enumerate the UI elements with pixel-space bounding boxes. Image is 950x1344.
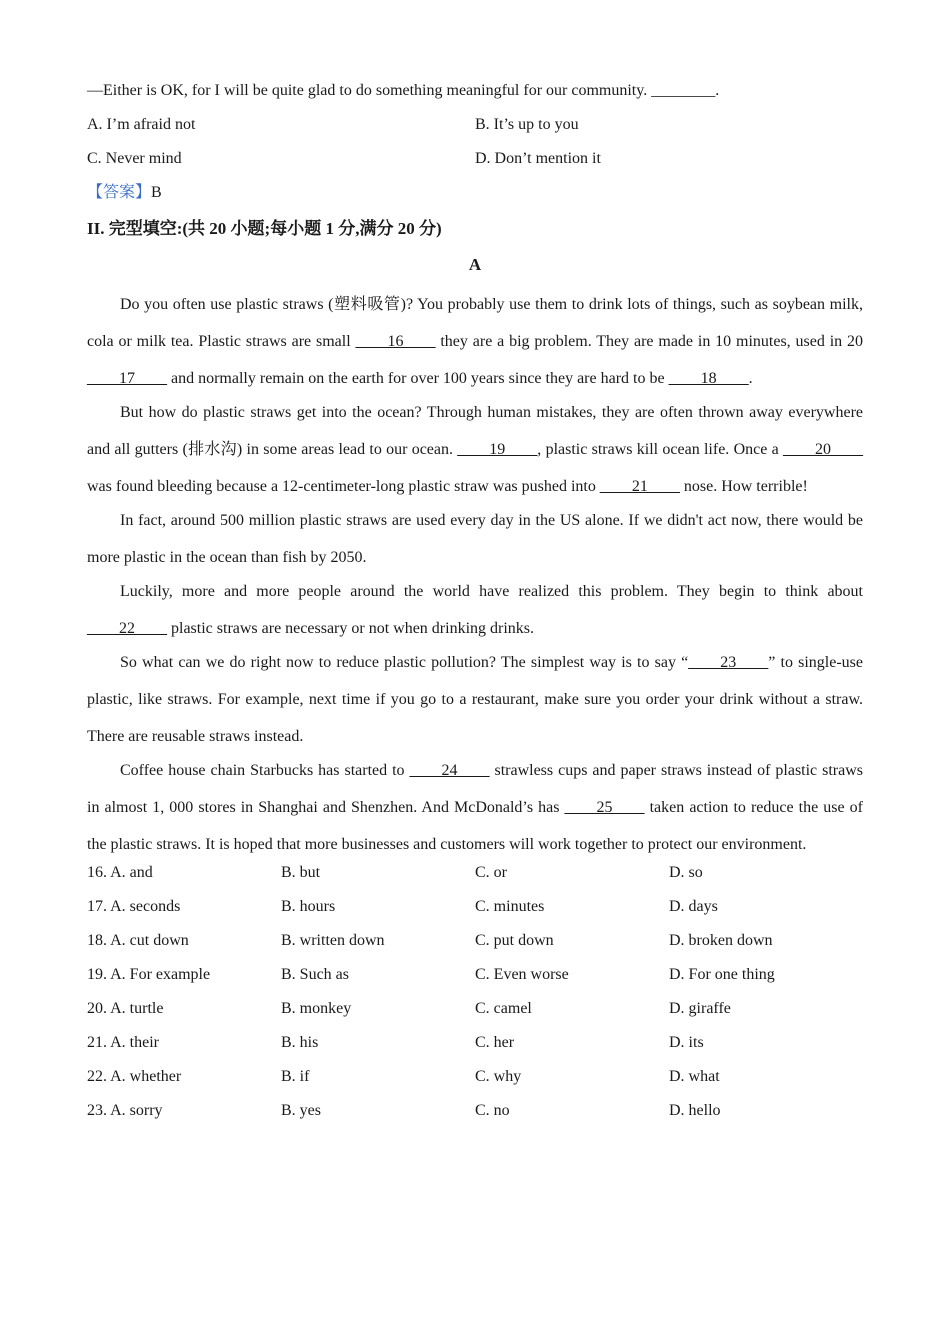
paragraph-1: Do you often use plastic straws (塑料吸管)? You probably use them to drink lots of things, such as soybean milk, cola or milk tea. Plastic straws are small ____16____ they are a big problem. They are made in 10 minutes, used in 20 ____17____ and normally remain on the earth for over 100 years since they are hard to be ____18____. bbox=[87, 296, 864, 387]
options-row-23 bbox=[87, 1098, 863, 1132]
paragraph-2: But how do plastic straws get into the ocean? Through human mistakes, they are often thrown away everywhere and all gutters (排水沟) in some areas lead to our ocean. ____19____, plastic straws kill ocean life. Once a ____20____ was found bleeding because a 12-centimeter-long plastic straw was pushed into ____21____ nose. How terrible! bbox=[87, 404, 863, 495]
options-row-17 bbox=[87, 894, 863, 928]
options-row-16 bbox=[87, 860, 863, 894]
exam-page bbox=[87, 78, 863, 1132]
option: B. written down bbox=[281, 932, 385, 949]
options-row-21 bbox=[87, 1030, 863, 1064]
option: B. monkey bbox=[281, 1000, 352, 1017]
option: 16. A. and bbox=[87, 864, 153, 881]
option: D. its bbox=[669, 1034, 704, 1051]
option: C. why bbox=[475, 1068, 522, 1085]
option: D. so bbox=[669, 864, 703, 881]
options-row-22 bbox=[87, 1064, 863, 1098]
option: D. hello bbox=[669, 1102, 721, 1119]
blank-16: ____16____ bbox=[355, 333, 436, 350]
option: D. giraffe bbox=[669, 1000, 731, 1017]
blank-23: ____23____ bbox=[688, 654, 769, 671]
blank-19: ____19____ bbox=[457, 441, 538, 458]
option: C. her bbox=[475, 1034, 515, 1051]
option: C. no bbox=[475, 1102, 510, 1119]
option: C. minutes bbox=[475, 898, 545, 915]
option: C. put down bbox=[475, 932, 554, 949]
option: 20. A. turtle bbox=[87, 1000, 164, 1017]
option: 23. A. sorry bbox=[87, 1102, 163, 1119]
option: D. broken down bbox=[669, 932, 773, 949]
option: C. Even worse bbox=[475, 966, 569, 983]
section-title: II. 完型填空:(共 20 小题;每小题 1 分,满分 20 分) bbox=[87, 219, 442, 238]
prev-option-a: A. I’m afraid not bbox=[87, 116, 196, 133]
option: B. Such as bbox=[281, 966, 349, 983]
options-row-18 bbox=[87, 928, 863, 962]
prev-option-b: B. It’s up to you bbox=[475, 116, 579, 133]
blank-24: ____24____ bbox=[409, 762, 490, 779]
answer-value: B bbox=[151, 184, 162, 201]
option: B. yes bbox=[281, 1102, 321, 1119]
option: D. what bbox=[669, 1068, 720, 1085]
option: C. camel bbox=[475, 1000, 532, 1017]
option: B. if bbox=[281, 1068, 310, 1085]
answer-label: 【答案】 bbox=[87, 184, 152, 201]
option: C. or bbox=[475, 864, 507, 881]
blank-21: ____21____ bbox=[599, 478, 680, 495]
paragraph-5: So what can we do right now to reduce plastic pollution? The simplest way is to say “____23____” to single-use plastic, like straws. For example, next time if you go to a restaurant, make sure you order your drink without a straw. There are reusable straws instead. bbox=[87, 654, 864, 745]
paragraph-4: Luckily, more and more people around the world have realized this problem. They begin to think about ____22____ plastic straws are necessary or not when drinking drinks. bbox=[87, 583, 863, 637]
blank-22: ____22____ bbox=[87, 620, 167, 637]
option: 21. A. their bbox=[87, 1034, 159, 1051]
options-row-19 bbox=[87, 962, 863, 996]
paragraph-6: Coffee house chain Starbucks has started to ____24____ strawless cups and paper straws instead of plastic straws in almost 1, 000 stores in Shanghai and Shenzhen. And McDonald’s has ____25____ taken action to reduce the use of the plastic straws. It is hoped that more businesses and customers will work together to protect our environment. bbox=[87, 762, 864, 853]
option: 22. A. whether bbox=[87, 1068, 182, 1085]
blank-18: ____18____ bbox=[668, 370, 749, 387]
prev-options-row-1 bbox=[87, 112, 863, 146]
prev-options-row-2 bbox=[87, 146, 863, 180]
paragraph-3: In fact, around 500 million plastic straws are used every day in the US alone. If we didn't act now, there would be more plastic in the ocean than fish by 2050. bbox=[87, 512, 863, 566]
option: B. his bbox=[281, 1034, 319, 1051]
blank-20: ____20____ bbox=[783, 441, 863, 458]
option: 17. A. seconds bbox=[87, 898, 181, 915]
prev-question-stem: —Either is OK, for I will be quite glad to do something meaningful for our community. ________. bbox=[87, 82, 720, 99]
option: 19. A. For example bbox=[87, 966, 211, 983]
prev-option-c: C. Never mind bbox=[87, 150, 182, 167]
option: B. hours bbox=[281, 898, 336, 915]
options-row-20 bbox=[87, 996, 863, 1030]
blank-17: ____17____ bbox=[87, 370, 167, 387]
option: 18. A. cut down bbox=[87, 932, 189, 949]
option: B. but bbox=[281, 864, 321, 881]
prev-option-d: D. Don’t mention it bbox=[475, 150, 601, 167]
blank-25: ____25____ bbox=[564, 799, 645, 816]
options-list bbox=[87, 860, 863, 1132]
prev-answer bbox=[87, 180, 863, 214]
passage-title: A bbox=[468, 255, 482, 274]
option: D. For one thing bbox=[669, 966, 775, 983]
option: D. days bbox=[669, 898, 718, 915]
